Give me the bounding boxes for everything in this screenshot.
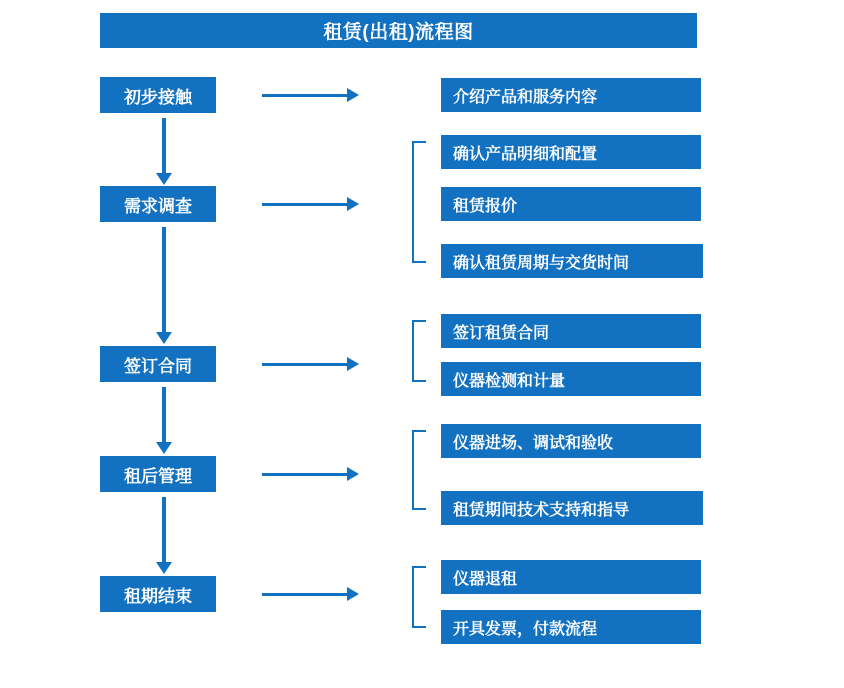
bracket-icon — [412, 320, 426, 382]
down-arrow-icon — [162, 387, 166, 443]
detail-box[interactable]: 仪器退租 — [441, 560, 701, 594]
detail-box[interactable]: 租赁报价 — [441, 187, 701, 221]
detail-box[interactable]: 仪器检测和计量 — [441, 362, 701, 396]
stage-box[interactable]: 租后管理 — [100, 456, 216, 492]
down-arrow-icon — [162, 497, 166, 563]
right-arrow-icon — [262, 94, 348, 97]
down-arrow-icon — [162, 118, 166, 174]
detail-box[interactable]: 签订租赁合同 — [441, 314, 701, 348]
bracket-icon — [412, 430, 426, 510]
bracket-icon — [412, 141, 426, 263]
stage-box[interactable]: 初步接触 — [100, 77, 216, 113]
right-arrow-icon — [262, 203, 348, 206]
detail-box[interactable]: 仪器进场、调试和验收 — [441, 424, 701, 458]
detail-box[interactable]: 确认产品明细和配置 — [441, 135, 701, 169]
right-arrow-icon — [262, 363, 348, 366]
stage-box[interactable]: 需求调查 — [100, 186, 216, 222]
stage-box[interactable]: 签订合同 — [100, 346, 216, 382]
stage-box[interactable]: 租期结束 — [100, 576, 216, 612]
detail-box[interactable]: 介绍产品和服务内容 — [441, 78, 701, 112]
bracket-icon — [412, 566, 426, 628]
right-arrow-icon — [262, 473, 348, 476]
down-arrow-icon — [162, 227, 166, 333]
page-title: 租赁(出租)流程图 — [100, 13, 697, 48]
right-arrow-icon — [262, 593, 348, 596]
detail-box[interactable]: 租赁期间技术支持和指导 — [441, 491, 703, 525]
detail-box[interactable]: 确认租赁周期与交货时间 — [441, 244, 703, 278]
detail-box[interactable]: 开具发票，付款流程 — [441, 610, 701, 644]
